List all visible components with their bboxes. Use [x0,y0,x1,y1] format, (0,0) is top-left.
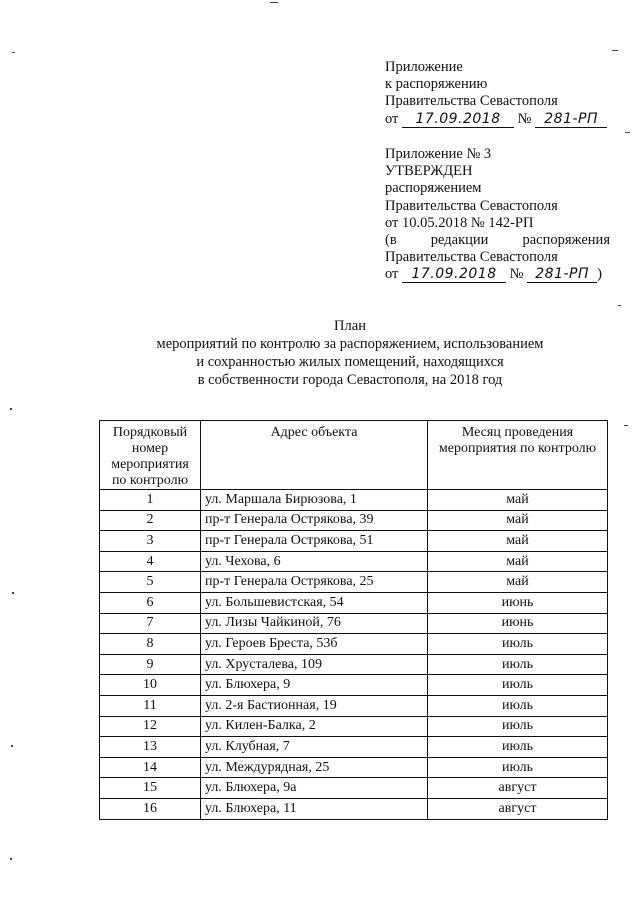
row-month: июль [428,675,608,696]
row-address: пр-т Генерала Острякова, 25 [201,572,428,593]
appendix-date-line [385,111,610,128]
appendix-from-label: от [385,110,399,127]
table-row [100,798,608,819]
row-address: ул. Большевистская, 54 [201,592,428,613]
table-row [100,572,608,593]
row-number: 10 [100,675,201,696]
scan-speck [12,52,15,53]
approved-number-sign: № [509,266,524,283]
row-month: июль [428,654,608,675]
appendix-number-sign: № [517,110,532,127]
header-sequence-number: Порядковый номер мероприятия по контролю [100,421,201,490]
scan-speck [10,858,12,860]
table-row [100,551,608,572]
row-number: 2 [100,510,201,531]
header-month: Месяц проведения мероприятия по контролю [428,421,608,490]
row-month: май [428,531,608,552]
row-address: ул. Маршала Бирюзова, 1 [201,490,428,511]
appendix-handwritten-date: 17.09.2018 [402,112,514,128]
scan-speck [10,408,12,410]
row-number: 4 [100,551,201,572]
table-row [100,757,608,778]
scan-speck [625,132,630,133]
approved-line-6 [385,232,610,249]
row-number: 15 [100,778,201,799]
row-address: ул. Блюхера, 9 [201,675,428,696]
appendix-handwritten-number: 281-РП [535,112,607,128]
row-month: июль [428,716,608,737]
row-month: май [428,510,608,531]
row-number: 16 [100,798,201,819]
row-month: июнь [428,592,608,613]
row-address: ул. Блюхера, 11 [201,798,428,819]
table-row [100,510,608,531]
scan-speck [624,425,628,426]
row-address: ул. 2-я Бастионная, 19 [201,695,428,716]
appendix-line-1: Приложение [385,59,463,75]
approval-block [385,146,610,284]
row-month: июнь [428,613,608,634]
row-month: май [428,572,608,593]
plan-title-line-4: в собственности города Севастополя, на 2018 год [197,372,503,388]
row-month: май [428,490,608,511]
plan-table [99,420,608,820]
plan-title-line-2: мероприятий по контролю за распоряжением, использованием [156,336,544,352]
table-row [100,531,608,552]
approved-handwritten-number: 281-РП [527,267,597,283]
plan-title-line-3: и сохранностью жилых помещений, находящихся [196,354,504,370]
plan-title [120,317,580,389]
approved-from-label: от [385,266,399,283]
row-month: август [428,778,608,799]
row-number: 6 [100,592,201,613]
approved-line-3: распоряжением [385,180,482,197]
scan-speck [12,592,14,594]
scan-speck [11,745,13,747]
row-number: 11 [100,695,201,716]
table-row [100,634,608,655]
row-month: август [428,798,608,819]
approved-date-line [385,266,610,283]
row-address: ул. Клубная, 7 [201,737,428,758]
row-address: ул. Чехова, 6 [201,551,428,572]
row-address: ул. Блюхера, 9а [201,778,428,799]
row-number: 9 [100,654,201,675]
row-number: 14 [100,757,201,778]
row-month: июль [428,737,608,758]
row-address: пр-т Генерала Острякова, 51 [201,531,428,552]
plan-title-line-1: План [334,318,366,334]
approved-line-6-part-c: распоряжения [522,232,610,249]
table-row [100,675,608,696]
row-number: 13 [100,737,201,758]
approved-line-2: УТВЕРЖДЕН [385,163,473,180]
table-row [100,716,608,737]
appendix-header [385,59,610,128]
table-row [100,613,608,634]
table-header-row [100,421,608,490]
row-number: 1 [100,490,201,511]
table-row [100,737,608,758]
table-row [100,654,608,675]
row-month: июль [428,757,608,778]
row-address: ул. Килен-Балка, 2 [201,716,428,737]
row-address: ул. Хрусталева, 109 [201,654,428,675]
scan-speck [612,50,618,51]
approved-line-7: Правительства Севастополя [385,249,558,266]
row-number: 7 [100,613,201,634]
row-month: май [428,551,608,572]
table-row [100,778,608,799]
row-address: пр-т Генерала Острякова, 39 [201,510,428,531]
approved-handwritten-date: 17.09.2018 [402,267,506,283]
row-number: 5 [100,572,201,593]
header-address: Адрес объекта [201,421,428,490]
row-month: июль [428,695,608,716]
appendix-line-3: Правительства Севастополя [385,93,558,110]
approved-line-6-part-a: (в [385,232,397,249]
row-number: 3 [100,531,201,552]
approved-line-5: от 10.05.2018 № 142-РП [385,214,534,231]
row-address: ул. Междурядная, 25 [201,757,428,778]
row-address: ул. Героев Бреста, 53б [201,634,428,655]
approved-line-1: Приложение № 3 [385,146,492,162]
row-month: июль [428,634,608,655]
table-row [100,695,608,716]
approved-line-4: Правительства Севастополя [385,197,558,214]
approved-close-paren: ) [597,266,602,283]
approved-line-6-part-b: редакции [430,232,489,249]
scan-speck [270,2,278,3]
scan-speck [618,305,621,306]
row-number: 8 [100,634,201,655]
table-row [100,490,608,511]
row-address: ул. Лизы Чайкиной, 76 [201,613,428,634]
appendix-line-2: к распоряжению [385,76,488,93]
row-number: 12 [100,716,201,737]
table-row [100,592,608,613]
